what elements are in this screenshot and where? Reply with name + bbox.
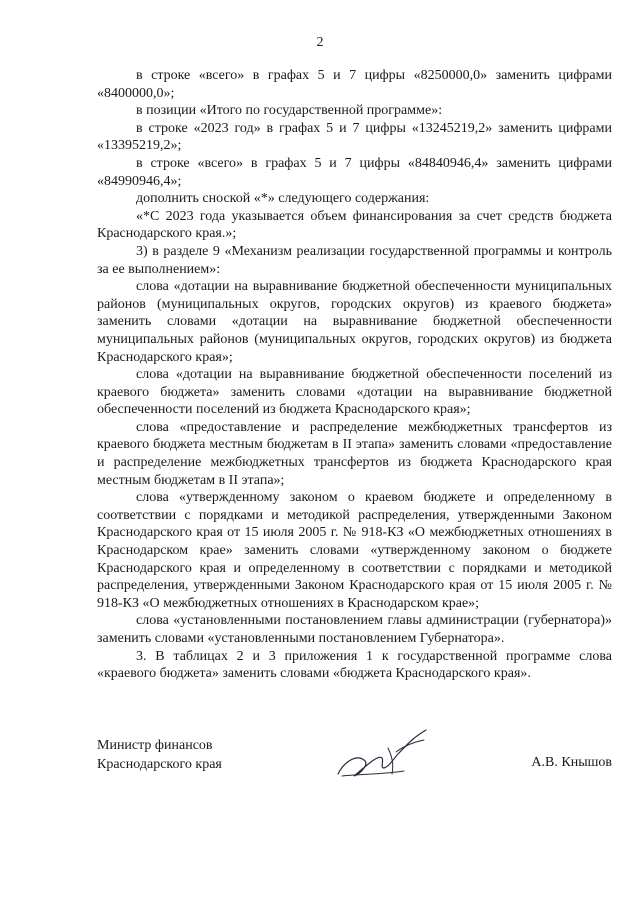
- signer-title-line: Краснодарского края: [97, 757, 222, 772]
- paragraph: 3) в разделе 9 «Механизм реализации государственной программы и контроль за ее выполнением»:: [97, 243, 612, 277]
- paragraph: слова «установленными постановлением главы администрации (губернатора)» заменить словами «установленными постановлением Губернатора».: [97, 613, 612, 646]
- signer-title: [97, 736, 222, 774]
- paragraph: слова «дотации на выравнивание бюджетной обеспеченности поселений из краевого бюджета» заменить словами «дотации на выравнивание бюджетной обеспеченности поселений из бюджета Краснодарского края»;: [97, 367, 612, 418]
- paragraph: «*С 2023 года указывается объем финансирования за счет средств бюджета Краснодарского края.»;: [97, 208, 612, 242]
- paragraph: дополнить сноской «*» следующего содержания:: [136, 191, 430, 207]
- signer-name: А.В. Кнышов: [531, 755, 612, 770]
- paragraph: 3. В таблицах 2 и 3 приложения 1 к государственной программе слова «краевого бюджета» заменить словами «бюджета Краснодарского края».: [97, 648, 612, 682]
- handwritten-signature: [334, 724, 432, 784]
- paragraph: слова «предоставление и распределение межбюджетных трансфертов из краевого бюджета местным бюджетам в II этапа» заменить словами «предоставление и распределение межбюджетных трансфертов из бюджета Краснодарского края местным бюджетам в II этапа»;: [97, 419, 612, 488]
- signature-block: [97, 736, 612, 796]
- document-body: [97, 67, 612, 683]
- signer-title-line: Министр финансов: [97, 738, 213, 753]
- page-number: 2: [316, 35, 324, 50]
- paragraph: слова «утвержденному законом о краевом бюджете и определенному в соответствии с порядками и методикой распределения, утвержденными Законом Краснодарского края от 15 июля 2005 г. № 918-КЗ «О межбюджетных отношениях в Краснодарском крае» заменить словами «утвержденному законом о бюджете Краснодарского края и определенному в соответствии с порядками и методикой распределения, утвержденными Законом Краснодарского края от 15 июля 2005 г. № 918-КЗ «О межбюджетных отношениях в Краснодарском крае»;: [97, 490, 612, 611]
- paragraph: слова «дотации на выравнивание бюджетной обеспеченности муниципальных районов (муниципальных округов, городских округов) из краевого бюджета» заменить словами «дотации на выравнивание бюджетной обеспеченности муниципальных районов (муниципальных округов, городских округов) из бюджета Краснодарского края»;: [97, 279, 612, 365]
- paragraph: в строке «всего» в графах 5 и 7 цифры «8250000,0» заменить цифрами «8400000,0»;: [97, 68, 612, 101]
- paragraph: в позиции «Итого по государственной программе»:: [136, 103, 443, 119]
- paragraph: в строке «всего» в графах 5 и 7 цифры «84840946,4» заменить цифрами «84990946,4»;: [97, 155, 612, 189]
- paragraph: в строке «2023 год» в графах 5 и 7 цифры «13245219,2» заменить цифрами «13395219,2»;: [97, 120, 612, 154]
